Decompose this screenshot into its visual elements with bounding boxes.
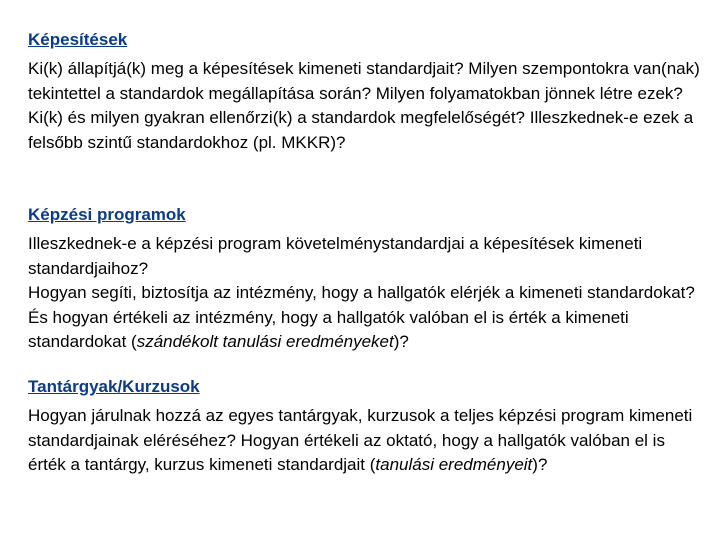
section-kepesitesek (28, 28, 700, 155)
italic-term: szándékolt tanulási eredményeket (136, 332, 394, 351)
paragraph-closing: )? (532, 455, 548, 474)
section-heading-tantargyak-kurzusok[interactable]: Tantárgyak/Kurzusok (28, 377, 200, 396)
paragraph-closing: )? (393, 332, 409, 351)
section-body-kepzesi-programok-2 (28, 281, 700, 355)
paragraph-text: Hogyan segíti, biztosítja az intézmény, hogy a hallgatók elérjék a kimeneti standardokat? És hogyan értékeli az intézmény, hogy a hallgatók valóban el is érték a kimeneti standardokat ( (28, 283, 695, 351)
section-heading-kepzesi-programok[interactable]: Képzési programok (28, 205, 186, 224)
italic-term: tanulási eredményeit (375, 455, 533, 474)
section-body-kepesitesek: Ki(k) állapítjá(k) meg a képesítések kimeneti standardjait? Milyen szempontokra van(nak) tekintettel a standardok megállapítása során? Milyen folyamatokban jönnek létre ezek? Ki(k) és milyen gyakran ellenőrzi(k) a standardok megfelelőségét? Illeszkednek-e ezek a felsőbb szintű standardokhoz (pl. MKKR)? (28, 59, 700, 152)
section-body-tantargyak-kurzusok (28, 404, 700, 478)
paragraph-text: Hogyan járulnak hozzá az egyes tantárgyak, kurzusok a teljes képzési program kimeneti standardjainak eléréséhez? Hogyan értékeli az oktató, hogy a hallgatók valóban el is érték a tantárgy, kurzus kimeneti standardjait ( (28, 406, 693, 474)
section-tantargyak-kurzusok (28, 375, 700, 478)
section-heading-kepesitesek[interactable]: Képesítések (28, 30, 128, 49)
section-kepzesi-programok (28, 203, 700, 355)
section-body-kepzesi-programok-1: Illeszkednek-e a képzési program követelménystandardjai a képesítések kimeneti standardjaihoz? (28, 234, 643, 278)
